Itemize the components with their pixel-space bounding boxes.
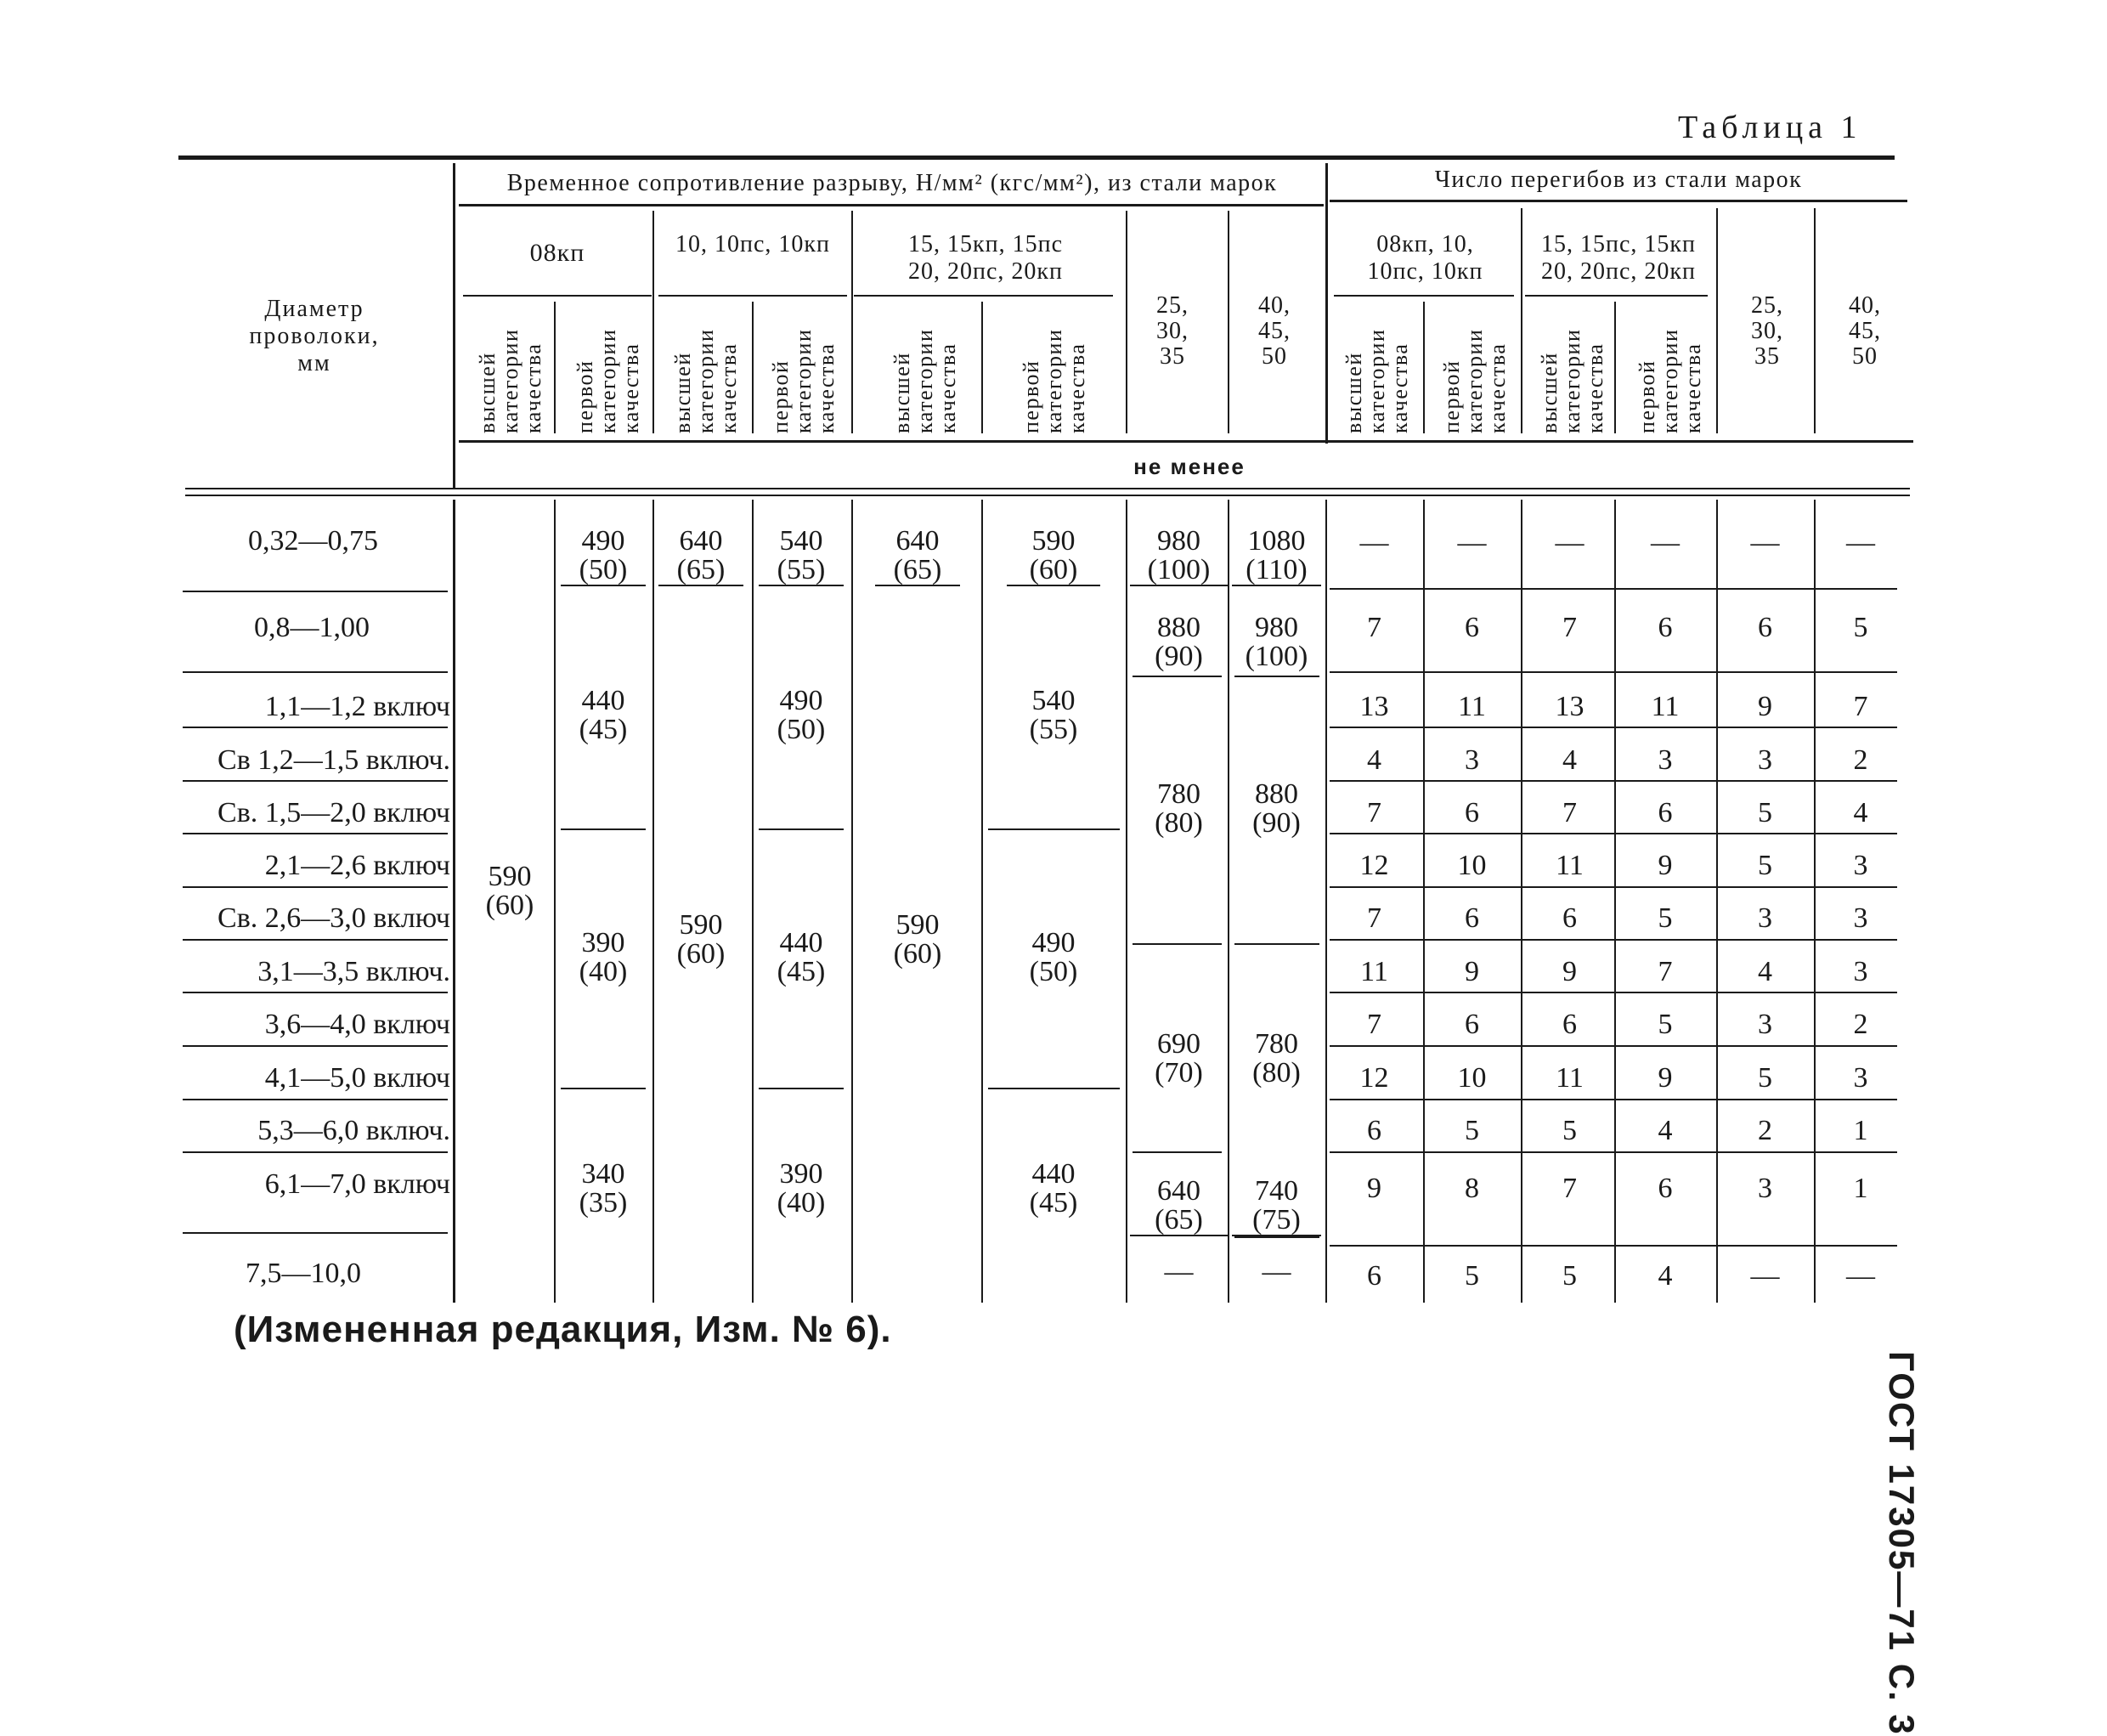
bend-count-cell: 7: [1367, 1009, 1381, 1040]
diameter-cell: 7,5—10,0: [246, 1258, 361, 1289]
tensile-value-kgf: (55): [1029, 714, 1078, 745]
bend-count-cell: 7: [1658, 956, 1673, 987]
tensile-value: —: [1262, 1256, 1291, 1287]
tensile-value: 640: [679, 525, 723, 557]
grade-40-label: 40, 45, 50: [1258, 292, 1291, 370]
grade-25: [1155, 293, 1189, 370]
tensile-cell: [1007, 929, 1100, 987]
bend-grade-40-label: 40, 45, 50: [1849, 292, 1881, 370]
tensile-value-kgf: (70): [1155, 1057, 1203, 1089]
bend-count-cell: 13: [1555, 691, 1584, 722]
tensile-value: 880: [1255, 778, 1298, 810]
tensile-value: 640: [1157, 1175, 1200, 1207]
tensile-cell: [561, 1160, 646, 1218]
tensile-cell: [1232, 1258, 1321, 1286]
bend-grade-08kp: [1351, 231, 1500, 286]
bend-count-cell: 7: [1562, 797, 1577, 828]
tensile-value: 740: [1255, 1175, 1298, 1207]
bend-count-cell: 12: [1359, 850, 1389, 881]
tensile-value-kgf: (50): [777, 714, 826, 745]
bend-count-cell: 5: [1658, 1009, 1673, 1040]
bend-count-cell: 7: [1367, 902, 1381, 934]
tensile-value: 690: [1157, 1028, 1200, 1060]
tensile-value: 590: [1031, 525, 1076, 557]
tensile-value-kgf: (35): [579, 1187, 628, 1219]
diameter-cell: 0,8—1,00: [254, 612, 370, 643]
tensile-cell: [561, 687, 646, 744]
bend-count-cell: 11: [1556, 1062, 1584, 1094]
bend-count-cell: 6: [1367, 1260, 1381, 1292]
quality-high-08: высшей категории качества: [475, 328, 545, 433]
bend-count-cell: 6: [1465, 797, 1479, 828]
bend-count-cell: 6: [1465, 1009, 1479, 1040]
tensile-cell: [1232, 614, 1321, 671]
bend-count-cell: 3: [1758, 744, 1772, 776]
bend-count-cell: 3: [1758, 1009, 1772, 1040]
bend-count-cell: 4: [1658, 1260, 1673, 1292]
tensile-group-header: Временное сопротивление разрыву, Н/мм² (кгс/мм²), из стали марок: [506, 170, 1278, 196]
bend-count-cell: 5: [1562, 1115, 1577, 1146]
bend-grade-08kp-label: 08кп, 10, 10пс, 10кп: [1367, 231, 1483, 285]
bend-count-cell: 4: [1562, 744, 1577, 776]
bend-count-cell: 5: [1465, 1115, 1479, 1146]
bend-count-cell: 4: [1758, 956, 1772, 987]
tensile-value: 390: [581, 927, 625, 958]
tensile-value: 490: [581, 525, 625, 557]
bend-count-cell: 6: [1758, 612, 1772, 643]
tensile-cell: [476, 862, 544, 920]
tensile-cell: [1130, 1258, 1228, 1286]
bend-count-cell: 5: [1758, 1062, 1772, 1094]
tensile-value-kgf: (90): [1252, 807, 1301, 839]
tensile-value-kgf: (40): [579, 956, 628, 987]
bend-count-cell: 7: [1367, 797, 1381, 828]
tensile-cell: [759, 1160, 844, 1218]
grade-15: [901, 231, 1070, 286]
tensile-cell: [658, 911, 743, 969]
tensile-cell: [1232, 1177, 1321, 1236]
bend-count-cell: 12: [1359, 1062, 1389, 1094]
tensile-value: 980: [1255, 612, 1298, 643]
bend-count-cell: 7: [1562, 612, 1577, 643]
grade-10-label: 10, 10пс, 10кп: [675, 231, 830, 257]
diameter-cell: 0,32—0,75: [248, 525, 378, 557]
diameter-column: [170, 0, 450, 1456]
bend-count-cell: 13: [1359, 691, 1389, 722]
tensile-cell: [875, 527, 960, 586]
tensile-value: 590: [895, 909, 940, 941]
footer-note: (Измененная редакция, Изм. № 6).: [234, 1309, 892, 1350]
tensile-value: 780: [1157, 778, 1200, 810]
bend-count-cell: 4: [1658, 1115, 1673, 1146]
tensile-value: 1080: [1247, 525, 1306, 557]
tensile-value: 490: [779, 685, 823, 716]
diameter-header-line1: Диаметр: [264, 296, 364, 322]
bend-count-cell: 7: [1367, 612, 1381, 643]
grade-40: [1257, 293, 1291, 370]
bend-count-cell: 3: [1853, 956, 1868, 987]
bends-group-header: Число перегибов из стали марок: [1434, 167, 1803, 193]
tensile-value: 390: [779, 1158, 823, 1190]
tensile-value-kgf: (40): [777, 1187, 826, 1219]
bend-count-cell: —: [1750, 527, 1780, 558]
bend-count-cell: 9: [1758, 691, 1772, 722]
bend-count-cell: —: [1359, 527, 1389, 558]
tensile-cell: [658, 527, 743, 586]
tensile-value-kgf: (60): [676, 938, 726, 970]
tensile-value-kgf: (45): [1029, 1187, 1078, 1219]
bend-count-cell: 5: [1853, 612, 1868, 643]
tensile-value: 590: [679, 909, 723, 941]
tensile-value: 440: [779, 927, 823, 958]
grade-10: [658, 231, 847, 258]
bend-count-cell: 3: [1758, 902, 1772, 934]
bend-count-cell: —: [1651, 527, 1680, 558]
tensile-value-kgf: (50): [561, 556, 646, 586]
bend-count-cell: —: [1750, 1260, 1780, 1292]
diameter-cell: 5,3—6,0 включ.: [257, 1115, 450, 1146]
quality-first-15: первой категории качества: [1019, 328, 1089, 433]
bend-count-cell: 5: [1562, 1260, 1577, 1292]
side-header: ГОСТ 17305—71 С. 3: [1882, 1351, 1922, 1736]
tensile-cell: [875, 911, 960, 969]
tensile-cell: [759, 929, 844, 987]
bend-count-cell: 9: [1367, 1173, 1381, 1204]
diameter-cell: 6,1—7,0 включ: [264, 1168, 450, 1200]
diameter-header-line2: проволоки,: [249, 323, 380, 349]
bend-count-cell: 11: [1556, 850, 1584, 881]
tensile-value: 490: [1031, 927, 1076, 958]
tensile-value-kgf: (80): [1252, 1057, 1301, 1089]
quality-first-08: первой категории качества: [573, 328, 643, 433]
bend-count-cell: 3: [1853, 902, 1868, 934]
diameter-header-line3: мм: [297, 350, 331, 376]
bend-count-cell: 6: [1465, 902, 1479, 934]
quality-first-10: первой категории качества: [768, 328, 839, 433]
tensile-value: 540: [779, 525, 823, 557]
bend-quality-first-15: первой категории качества: [1635, 328, 1705, 433]
bend-count-cell: 6: [1562, 1009, 1577, 1040]
tensile-value-kgf: (110): [1232, 556, 1321, 586]
quality-high-15: высшей категории качества: [890, 328, 960, 433]
tensile-cell: [1232, 1030, 1321, 1088]
bend-count-cell: 3: [1658, 744, 1673, 776]
bend-quality-high-15: высшей категории качества: [1537, 328, 1607, 433]
bend-count-cell: 9: [1562, 956, 1577, 987]
bend-count-cell: 9: [1658, 850, 1673, 881]
bend-count-cell: 8: [1465, 1173, 1479, 1204]
bend-count-cell: 4: [1853, 797, 1868, 828]
bend-count-cell: 3: [1853, 850, 1868, 881]
bend-grade-25-label: 25, 30, 35: [1751, 292, 1783, 370]
tensile-value-kgf: (90): [1155, 641, 1203, 672]
bend-count-cell: 6: [1367, 1115, 1381, 1146]
bend-count-cell: 6: [1658, 1173, 1673, 1204]
tensile-cell: [561, 527, 646, 586]
tensile-value-kgf: (60): [1007, 556, 1100, 586]
diameter-cell: 3,6—4,0 включ: [264, 1009, 450, 1040]
bend-quality-first-08: первой категории качества: [1439, 328, 1510, 433]
bend-quality-high-08: высшей категории качества: [1342, 328, 1412, 433]
bend-count-cell: 4: [1367, 744, 1381, 776]
bend-grade-25: [1750, 293, 1784, 370]
tensile-value-kgf: (55): [759, 556, 844, 586]
grade-15-label: 15, 15кп, 15пс 20, 20пс, 20кп: [908, 231, 1063, 285]
bend-count-cell: 3: [1465, 744, 1479, 776]
quality-high-10: высшей категории качества: [670, 328, 741, 433]
tensile-value-kgf: (100): [1130, 556, 1228, 586]
grade-25-label: 25, 30, 35: [1156, 292, 1189, 370]
tensile-value: 540: [1031, 685, 1076, 716]
tensile-value: 440: [1031, 1158, 1076, 1190]
bend-grade-15-label: 15, 15пс, 15кп 20, 20пс, 20кп: [1541, 231, 1696, 285]
bend-count-cell: 11: [1651, 691, 1680, 722]
bend-count-cell: 9: [1658, 1062, 1673, 1094]
tensile-value: 640: [895, 525, 940, 557]
bend-count-cell: 3: [1758, 1173, 1772, 1204]
bend-count-cell: 1: [1853, 1115, 1868, 1146]
bend-count-cell: 5: [1758, 797, 1772, 828]
bend-count-cell: 6: [1658, 797, 1673, 828]
bend-count-cell: 2: [1853, 744, 1868, 776]
bend-count-cell: 5: [1465, 1260, 1479, 1292]
tensile-cell: [1007, 1160, 1100, 1218]
diameter-cell: Св 1,2—1,5 включ.: [217, 744, 450, 776]
tensile-value: 980: [1157, 525, 1200, 557]
tensile-value-kgf: (65): [1130, 1206, 1228, 1236]
tensile-value-kgf: (65): [658, 556, 743, 586]
bend-count-cell: —: [1457, 527, 1487, 558]
tensile-value: 780: [1255, 1028, 1298, 1060]
tensile-value: 340: [581, 1158, 625, 1190]
diameter-cell: 2,1—2,6 включ: [264, 850, 450, 881]
tensile-value-kgf: (45): [579, 714, 628, 745]
bend-count-cell: 1: [1853, 1173, 1868, 1204]
bend-count-cell: 11: [1360, 956, 1388, 987]
tensile-cell: [1130, 1177, 1228, 1236]
bend-count-cell: 10: [1457, 1062, 1487, 1094]
bend-count-cell: 2: [1758, 1115, 1772, 1146]
tensile-value-kgf: (65): [875, 556, 960, 586]
bend-count-cell: 3: [1853, 1062, 1868, 1094]
diameter-cell: Св. 1,5—2,0 включ: [217, 797, 450, 828]
tensile-value: —: [1164, 1256, 1194, 1287]
tensile-value-kgf: (45): [777, 956, 826, 987]
tensile-value: 440: [581, 685, 625, 716]
bend-count-cell: 5: [1758, 850, 1772, 881]
bend-count-cell: —: [1555, 527, 1584, 558]
bend-count-cell: 10: [1457, 850, 1487, 881]
diameter-cell: Св. 2,6—3,0 включ: [217, 902, 450, 934]
tensile-cell: [1130, 780, 1228, 838]
not-less-label: не менее: [1133, 454, 1246, 479]
bend-count-cell: —: [1846, 1260, 1875, 1292]
tensile-cell: [1007, 687, 1100, 744]
tensile-value-kgf: (60): [893, 938, 942, 970]
bend-count-cell: 5: [1658, 902, 1673, 934]
tensile-cell: [759, 687, 844, 744]
bend-count-cell: 6: [1465, 612, 1479, 643]
tensile-cell: [1232, 527, 1321, 586]
tensile-value-kgf: (50): [1029, 956, 1078, 987]
bend-count-cell: —: [1846, 527, 1875, 558]
diameter-cell: 4,1—5,0 включ: [264, 1062, 450, 1094]
tensile-value-kgf: (80): [1155, 807, 1203, 839]
grade-08kp: 08кп: [529, 239, 585, 267]
bend-grade-40: [1848, 293, 1882, 370]
bend-grade-15: [1529, 231, 1708, 286]
tensile-value-kgf: (100): [1245, 641, 1308, 672]
tensile-cell: [759, 527, 844, 586]
bend-count-cell: 2: [1853, 1009, 1868, 1040]
table-label: Таблица 1: [1678, 110, 1862, 145]
bend-count-cell: 9: [1465, 956, 1479, 987]
tensile-cell: [1130, 1030, 1228, 1088]
tensile-cell: [1232, 780, 1321, 838]
bend-count-cell: 7: [1562, 1173, 1577, 1204]
bend-count-cell: 6: [1562, 902, 1577, 934]
tensile-value: 590: [488, 861, 532, 892]
bend-count-cell: 11: [1458, 691, 1486, 722]
bend-count-cell: 6: [1658, 612, 1673, 643]
tensile-value-kgf: (60): [485, 890, 534, 921]
tensile-cell: [1130, 527, 1228, 586]
diameter-cell: 1,1—1,2 включ: [264, 691, 450, 722]
tensile-cell: [561, 929, 646, 987]
tensile-cell: [1130, 614, 1228, 671]
tensile-value: 880: [1157, 612, 1200, 643]
tensile-cell: [1007, 527, 1100, 586]
bend-count-cell: 7: [1853, 691, 1868, 722]
tensile-value-kgf: (75): [1232, 1206, 1321, 1236]
diameter-cell: 3,1—3,5 включ.: [257, 956, 450, 987]
